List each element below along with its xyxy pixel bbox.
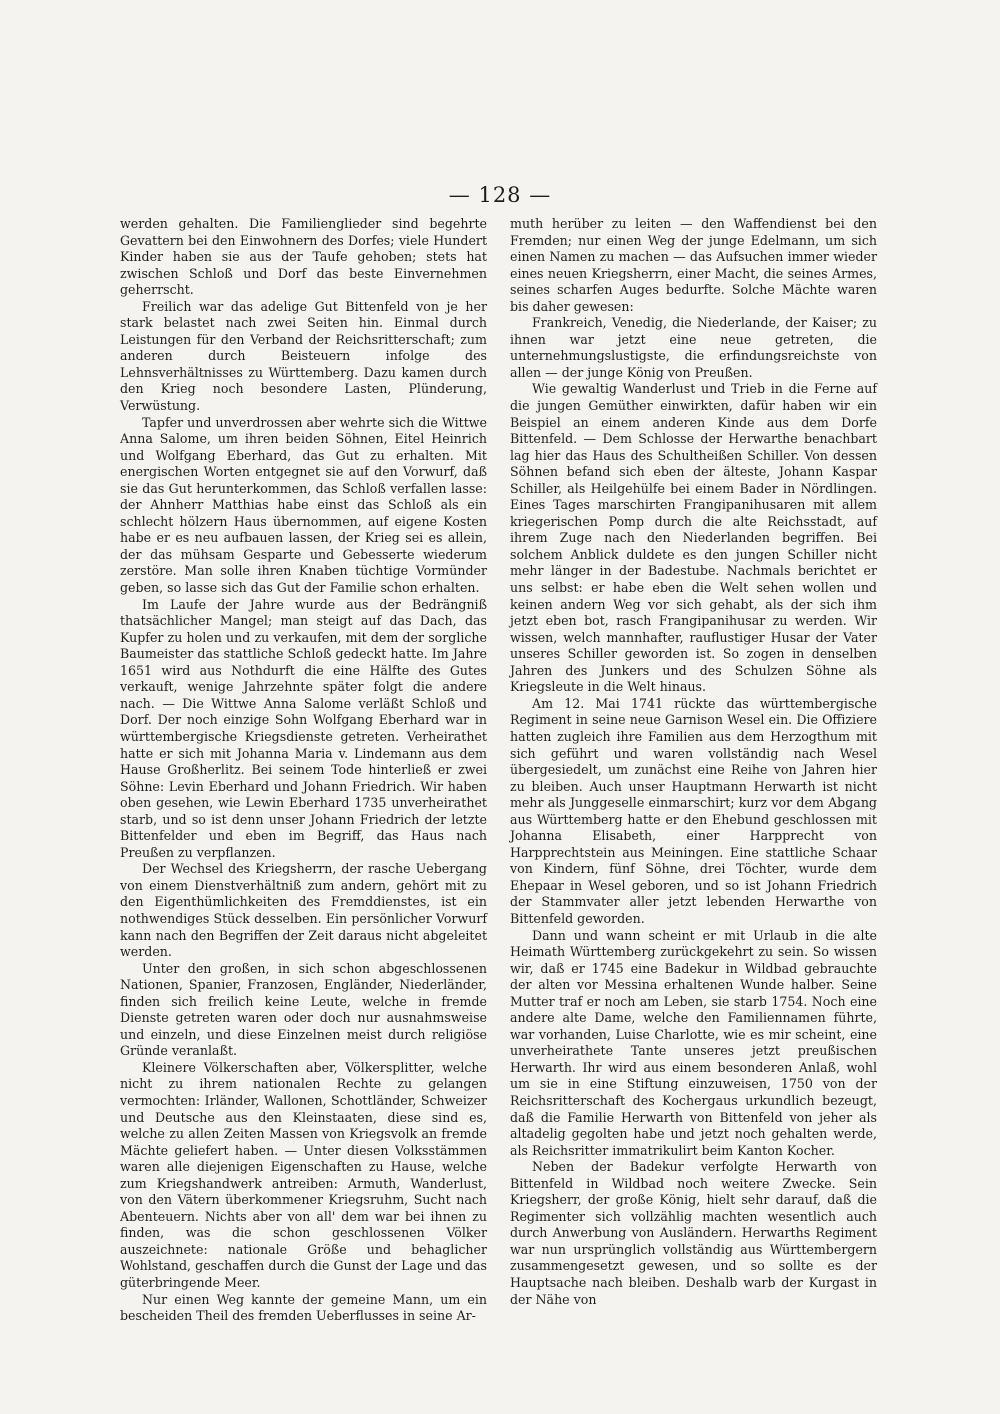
paragraph: Am 12. Mai 1741 rückte das württembergische Regiment in seine neue Garnison Wesel ein. Die Offiziere hatten zugleich ihre Familien aus dem Herzogthum mit sich geführt und waren vollständig nach Wesel übergesiedelt, um zunächst eine Reihe von Jahren hier zu bleiben. Auch unser Hauptmann Herwarth ist nicht mehr als Junggeselle einmarschirt; kurz vor dem Abgang aus Württemberg hatte er den Ehebund geschlossen mit Johanna Elisabeth, einer Harpprecht von Harpprechtstein aus Meiningen. Eine stattliche Schaar von Kindern, fünf Söhne, drei Töchter, wurde dem Ehepaar in Wesel geboren, und so ist Johann Friedrich der Stammvater aller jetzt lebenden Herwarthe von Bittenfeld geworden. [510,695,877,926]
paragraph: Frankreich, Venedig, die Niederlande, der Kaiser; zu ihnen war jetzt eine neue getreten, die unternehmungslustigste, die erfindungsreichste von allen — der junge König von Preußen. [510,315,877,380]
paragraph: werden gehalten. Die Familienglieder sind begehrte Gevattern bei den Einwohnern des Dorfes; viele Hundert Kinder haben sie aus der Taufe gehoben; stets hat zwischen Schloß und Dorf das beste Einvernehmen geherrscht. [120,216,487,298]
paragraph: Dann und wann scheint er mit Urlaub in die alte Heimath Württemberg zurückgekehrt zu sein. So wissen wir, daß er 1745 eine Badekur in Wildbad gebrauchte der alten vor Messina erhaltenen Wunde halber. Seine Mutter traf er noch am Leben, sie starb 1754. Noch eine andere alte Dame, welche den Familiennamen führte, war vorhanden, Luise Charlotte, wie es mir scheint, eine unverheirathete Tante unseres jetzt preußischen Herwarth. Ihr wird aus einem besonderen Anlaß, wohl um sie in eine Stiftung einzuweisen, 1750 von der Reichsritterschaft des Kochergaus urkundlich bezeugt, daß die Familie Herwarth von Bittenfeld von jeher als altadelig gegolten habe und jetzt noch gehalten werde, als Reichsritter immatrikulirt beim Kanton Kocher. [510,927,877,1158]
paragraph: Unter den großen, in sich schon abgeschlossenen Nationen, Spanier, Franzosen, Engländer, Niederländer, finden sich freilich keine Leute, welche in fremde Dienste getreten waren oder doch nur ausnahmsweise und einzeln, und diese Einzelnen meist durch religiöse Gründe veranlaßt. [120,960,487,1059]
left-column [120,216,487,1325]
paragraph: Tapfer und unverdrossen aber wehrte sich die Wittwe Anna Salome, um ihren beiden Söhnen, Eitel Heinrich und Wolfgang Eberhard, das Gut zu erhalten. Mit energischen Worten entgegnet sie auf den Vorwurf, daß sie das Gut herunterkommen, das Schloß verfallen lasse: der Ahnherr Matthias habe einst das Schloß als ein schlecht hölzern Haus übernommen, auf eigene Kosten habe er es neu aufbauen lassen, der Krieg sei es allein, der das mühsam Gesparte und Gebesserte wiederum zerstöre. Man solle ihren Knaben tüchtige Vormünder geben, so lasse sich das Gut der Familie schon erhalten. [120,414,487,596]
page-number: — 128 — [448,183,552,207]
paragraph: Neben der Badekur verfolgte Herwarth von Bittenfeld in Wildbad noch weitere Zwecke. Sein Kriegsherr, der große König, hielt sehr darauf, daß die Regimenter sich vollzählig machten wesentlich auch durch Anwerbung von Ausländern. Herwarths Regiment war nun ursprünglich vollständig aus Württembergern zusammengesetzt gewesen, und so sollte es der Hauptsache nach bleiben. Deshalb warb der Kurgast in der Nähe von [510,1159,877,1307]
paragraph: Wie gewaltig Wanderlust und Trieb in die Ferne auf die jungen Gemüther einwirkten, dafür haben wir ein Beispiel an einem anderen Kinde aus dem Dorfe Bittenfeld. — Dem Schlosse der Herwarthe benachbart lag hier das Haus des Schultheißen Schiller. Von dessen Söhnen befand sich eben der älteste, Johann Kaspar Schiller, als Heilgehülfe bei einem Bader in Nördlingen. Eines Tages marschirten Frangipanihusaren mit allem kriegerischen Pomp durch die alte Reichsstadt, auf ihrem Zuge nach den Niederlanden begriffen. Bei solchem Anblick duldete es den jungen Schiller nicht mehr länger in der Badestube. Nachmals berichtet er uns selbst: er habe eben die Welt sehen wollen und keinen andern Weg vor sich gehabt, als der sich ihm jetzt eben bot, rasch Frangipanihusar zu werden. Wir wissen, welch mannhafter, rauflustiger Husar der Vater unseres Schiller geworden ist. So zogen in denselben Jahren des Junkers und des Schulzen Söhne als Kriegsleute in die Welt hinaus. [510,381,877,695]
paragraph: Nur einen Weg kannte der gemeine Mann, um ein bescheiden Theil des fremden Ueberflusses in seine Ar- [120,1291,487,1324]
right-column [510,216,877,1308]
paragraph: Freilich war das adelige Gut Bittenfeld von je her stark belastet nach zwei Seiten hin. Einmal durch Leistungen für den Verband der Reichsritterschaft; zum anderen durch Beisteuern infolge des Lehnsverhältnisses zu Württemberg. Dazu kamen durch den Krieg noch besondere Lasten, Plünderung, Verwüstung. [120,298,487,414]
paragraph: Der Wechsel des Kriegsherrn, der rasche Uebergang von einem Dienstverhältniß zum andern, gehört mit zu den Eigenthümlichkeiten des Fremddienstes, ist ein nothwendiges Stück desselben. Ein persönlicher Vorwurf kann nach den Begriffen der Zeit daraus nicht abgeleitet werden. [120,861,487,960]
paragraph: Kleinere Völkerschaften aber, Völkersplitter, welche nicht zu ihrem nationalen Rechte zu gelangen vermochten: Irländer, Wallonen, Schottländer, Schweizer und Deutsche aus den Kleinstaaten, diese sind es, welche zu allen Zeiten Massen von Kriegsvolk an fremde Mächte geliefert haben. — Unter diesen Volksstämmen waren alle diejenigen Eigenschaften zu Hause, welche zum Kriegshandwerk antreiben: Armuth, Wanderlust, von den Vätern überkommener Kriegsruhm, Sucht nach Abenteuern. Nichts aber von all' dem war bei ihnen zu finden, was die schon geschlossenen Völker auszeichnete: nationale Größe und behaglicher Wohlstand, geschaffen durch die Gunst der Lage und das güterbringende Meer. [120,1059,487,1290]
paragraph: muth herüber zu leiten — den Waffendienst bei den Fremden; nur einen Weg der junge Edelmann, um sich einen Namen zu machen — das Aufsuchen immer wieder eines neuen Kriegsherrn, einer Macht, die seines Armes, seines scharfen Auges bedurfte. Solche Mächte waren bis daher gewesen: [510,216,877,314]
paragraph: Im Laufe der Jahre wurde aus der Bedrängniß thatsächlicher Mangel; man steigt auf das Dach, das Kupfer zu holen und zu verkaufen, mit dem der sorgliche Baumeister das stattliche Schloß gedeckt hatte. Im Jahre 1651 wird aus Nothdurft die eine Hälfte des Gutes verkauft, wenige Jahrzehnte später folgt die andere nach. — Die Wittwe Anna Salome verläßt Schloß und Dorf. Der noch einzige Sohn Wolfgang Eberhard war in württembergische Kriegsdienste getreten. Verheirathet hatte er sich mit Johanna Maria v. Lindemann aus dem Hause Großherlitz. Bei seinem Tode hinterließ er zwei Söhne: Levin Eberhard und Johann Friedrich. Wir haben oben gesehen, wie Lewin Eberhard 1735 unverheirathet starb, und so ist denn unser Johann Friedrich der letzte Bittenfelder und eben im Begriff, das Haus nach Preußen zu verpflanzen. [120,596,487,860]
